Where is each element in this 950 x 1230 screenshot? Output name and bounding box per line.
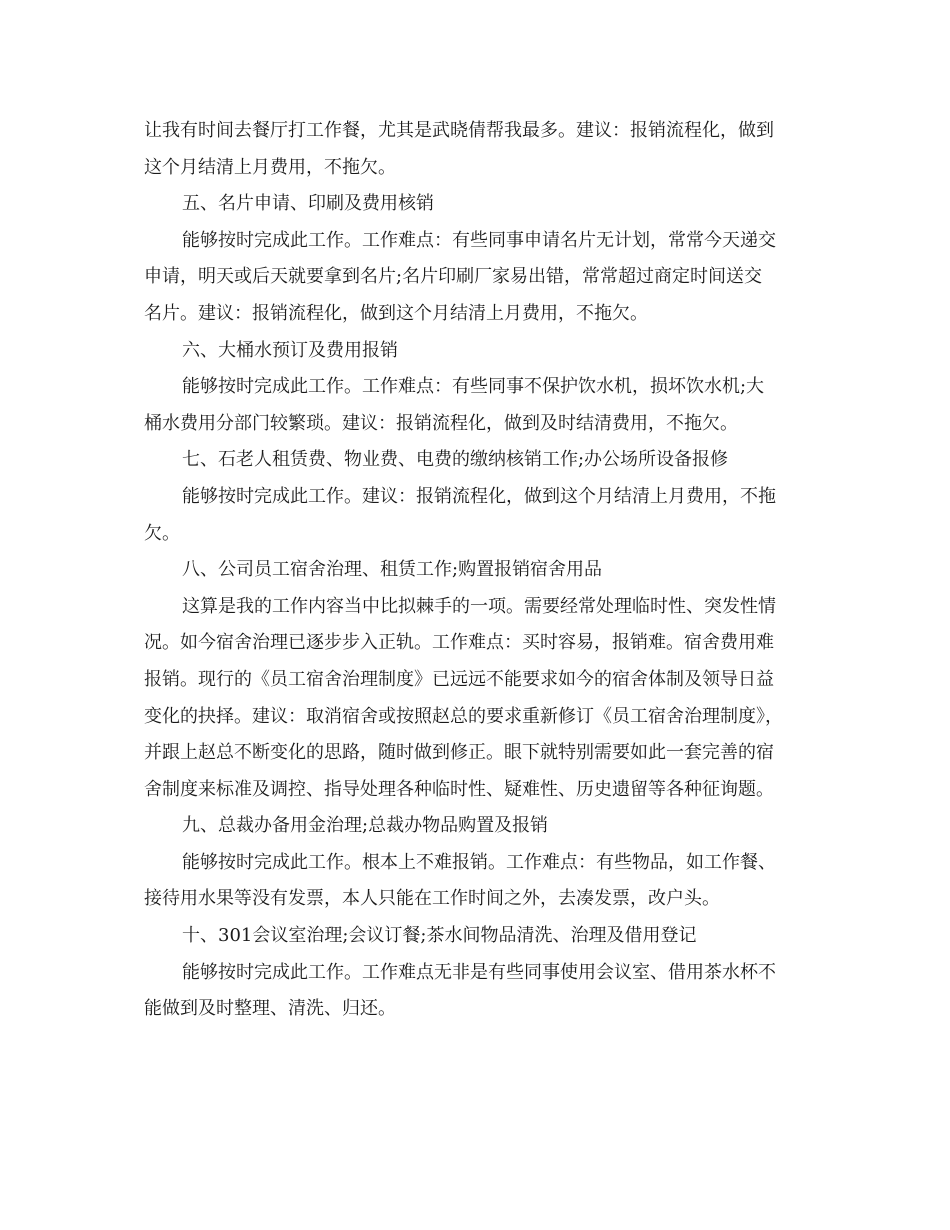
text-line: 能够按时完成此工作。根本上不难报销。工作难点：有些物品，如工作餐、: [182, 851, 776, 873]
section-heading: [144, 333, 812, 370]
text-line: 申请，明天或后天就要拿到名片;名片印刷厂家易出错，常常超过商定时间送交: [144, 266, 763, 288]
text-line: 名片。建议：报销流程化，做到这个月结清上月费用，不拖欠。: [144, 302, 648, 324]
section-heading: [144, 918, 812, 955]
body-paragraph: [144, 369, 812, 442]
text-line: 能够按时完成此工作。工作难点：有些同事不保护饮水机，损坏饮水机;大: [182, 376, 765, 398]
section-heading: [144, 442, 812, 479]
text-line: 十、301会议室治理;会议订餐;茶水间物品清洗、治理及借用登记: [182, 925, 697, 947]
body-paragraph: [144, 479, 812, 552]
text-line: 五、名片申请、印刷及费用核销: [182, 193, 434, 215]
text-line: 八、公司员工宿舍治理、租赁工作;购置报销宿舍用品: [182, 559, 603, 581]
body-paragraph: [144, 113, 812, 186]
section-heading: [144, 808, 812, 845]
text-line: 桶水费用分部门较繁琐。建议：报销流程化，做到及时结清费用，不拖欠。: [144, 412, 738, 434]
text-line: 能够按时完成此工作。建议：报销流程化，做到这个月结清上月费用，不拖: [182, 485, 776, 507]
text-line: 能做到及时整理、清洗、归还。: [144, 998, 396, 1020]
text-line: 并跟上赵总不断变化的思路，随时做到修正。眼下就特别需要如此一套完善的宿: [144, 742, 774, 764]
section-heading: [144, 186, 812, 223]
text-line: 能够按时完成此工作。工作难点：有些同事申请名片无计划，常常今天递交: [182, 229, 776, 251]
text-line: 舍制度来标准及调控、指导处理各种临时性、疑难性、历史遗留等各种征询题。: [144, 778, 774, 800]
section-heading: [144, 552, 812, 589]
document-page: [144, 113, 812, 1028]
text-line: 况。如今宿舍治理已逐步步入正轨。工作难点：买时容易，报销难。宿舍费用难: [144, 632, 774, 654]
text-line: 九、总裁办备用金治理;总裁办物品购置及报销: [182, 815, 549, 837]
text-line: 这算是我的工作内容当中比拟棘手的一项。需要经常处理临时性、突发性情: [182, 595, 776, 617]
text-line: 六、大桶水预订及费用报销: [182, 339, 398, 361]
body-paragraph: [144, 589, 812, 809]
body-paragraph: [144, 845, 812, 918]
body-paragraph: [144, 223, 812, 333]
text-line: 接待用水果等没有发票，本人只能在工作时间之外，去凑发票，改户头。: [144, 888, 720, 910]
text-line: 报销。现行的《员工宿舍治理制度》已远远不能要求如今的宿舍体制及领导日益: [144, 668, 774, 690]
text-line: 欠。: [144, 522, 180, 544]
text-line: 能够按时完成此工作。工作难点无非是有些同事使用会议室、借用茶水杯不: [182, 961, 776, 983]
text-line: 这个月结清上月费用，不拖欠。: [144, 156, 396, 178]
text-line: 让我有时间去餐厅打工作餐，尤其是武晓倩帮我最多。建议：报销流程化，做到: [144, 120, 774, 141]
text-line: 七、石老人租赁费、物业费、电费的缴纳核销工作;办公场所设备报修: [182, 449, 729, 471]
text-line: 变化的抉择。建议：取消宿舍或按照赵总的要求重新修订《员工宿舍治理制度》，: [144, 705, 783, 727]
body-paragraph: [144, 955, 812, 1028]
